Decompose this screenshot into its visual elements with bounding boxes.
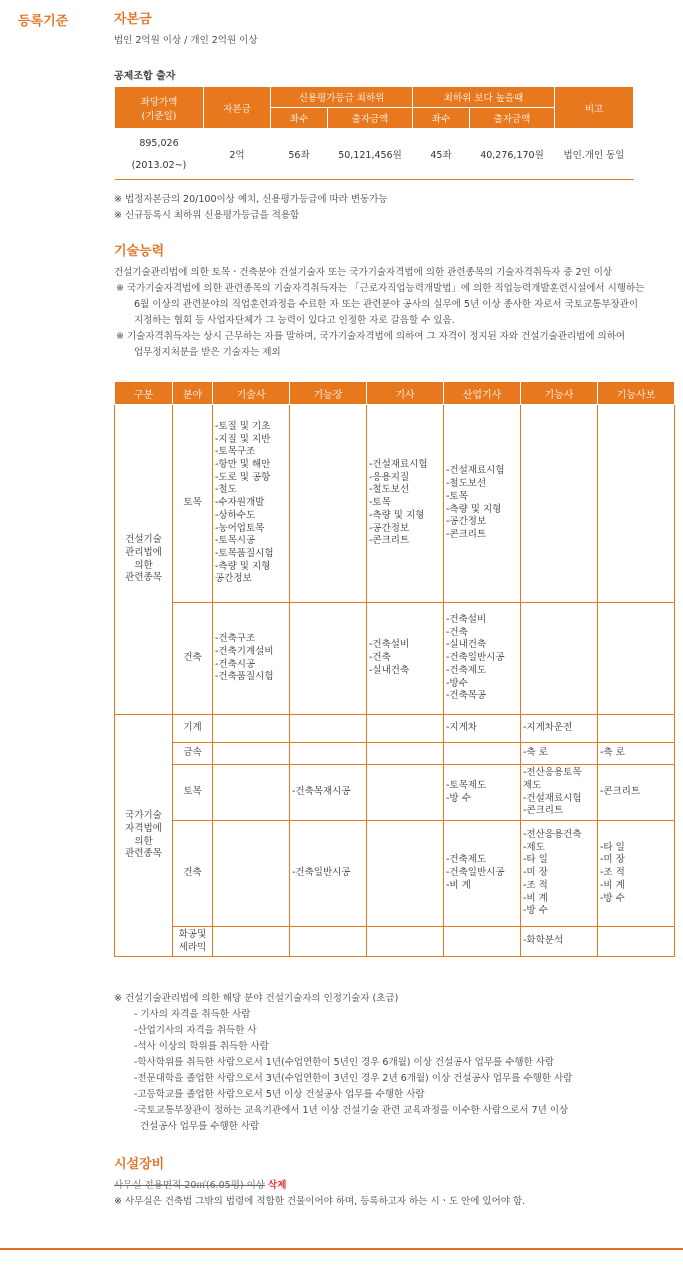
header-field: 분야 (173, 382, 213, 405)
header-craftsman-assistant: 기능사보 (598, 382, 675, 405)
capital-line: 법인 2억원 이상 / 개인 2억원 이상 (114, 35, 258, 46)
table-cell: -축 로 (521, 743, 598, 765)
cert-item: -석사 이상의 학위를 취득한 사람 (134, 1041, 269, 1052)
header-min: 신용평가등급 최하위 (271, 87, 413, 108)
tech-note1-line: 6월 이상의 관련분야의 직업훈련과정을 수료한 자 또는 관련분야 공사의 실무에 5년 이상 종사한 자로서 국토교통부장관이 (134, 299, 639, 310)
cell-field: 건축 (173, 821, 213, 927)
table-row (115, 765, 675, 821)
header-industrial-engineer: 산업기사 (444, 382, 521, 405)
cert-item: -산업기사의 자격을 취득한 사 (134, 1025, 257, 1036)
table-cell: -건축설비 -건축 -실내건축 (367, 603, 444, 715)
cell-field: 화공및 세라믹 (173, 927, 213, 957)
header-note: 비고 (555, 87, 634, 129)
table-cell (367, 765, 444, 821)
table-cell (598, 405, 675, 603)
table-cell: -건설재료시험 -응용지질 -철도보선 -토목 -측량 및 지형 -공간정보 -콘크리트 (367, 405, 444, 603)
cert-title: ※ 건설기술관리법에 의한 해당 분야 건설기술자의 인정기술자 (초급) (114, 993, 399, 1004)
cell-count1: 56좌 (271, 129, 328, 180)
header-capital: 자본금 (204, 87, 271, 129)
table-cell (367, 715, 444, 743)
content (114, 8, 674, 1210)
tech-note1-line: ※ 국가기술자격법에 의한 관련종목의 기술자격취득자는 「근로자직업능력개발법」에 의한 직업능력개발훈련시설에서 시행하는 (116, 283, 645, 294)
table-cell (598, 603, 675, 715)
tech-note1-line: 지정하는 협회 등 사업자단체가 그 능력이 있다고 인정한 자로 갈음할 수 있음. (134, 315, 455, 326)
table-cell: -전산응용토목 제도 -건설재료시험 -콘크리트 (521, 765, 598, 821)
cell-amount2: 40,276,170원 (470, 129, 555, 180)
table-cell (444, 743, 521, 765)
table-cell (367, 821, 444, 927)
table-cell: -콘크리트 (598, 765, 675, 821)
capital-note: ※ 법정자본금의 20/100이상 예치, 신용평가등급에 따라 변동가능 (114, 194, 388, 205)
table-cell (213, 821, 290, 927)
table-cell: -화학분석 (521, 927, 598, 957)
capital-subtitle: 공제조합 출자 (114, 71, 176, 82)
group-national-tech: 국가기술 자격법에 의한 관련종목 (115, 715, 173, 957)
capital-table (114, 86, 634, 180)
table-cell (290, 405, 367, 603)
header-amount1: 출자금액 (328, 108, 413, 129)
table-cell: -축 로 (598, 743, 675, 765)
table-cell (213, 927, 290, 957)
bottom-divider (0, 1248, 683, 1250)
table-cell (213, 743, 290, 765)
cell-field: 건축 (173, 603, 213, 715)
cert-item-continued: 건설공사 업무를 수행한 사람 (140, 1121, 260, 1132)
table-cell (444, 927, 521, 957)
facility-title: 시설장비 (114, 1157, 165, 1172)
table-cell: -지게차 (444, 715, 521, 743)
table-cell (367, 743, 444, 765)
qualification-table (114, 381, 675, 957)
table-cell (290, 743, 367, 765)
table-cell: -건축제도 -건축일반시공 -비 계 (444, 821, 521, 927)
capital-note: ※ 신규등록시 최하위 신용평가등급을 적용함 (114, 210, 300, 221)
tech-note2-line: ※ 기술자격취득자는 상시 근무하는 자를 말하며, 국가기술자격법에 의하여 그 자격이 정지된 자와 건설기술관리법에 의하여 (116, 331, 626, 342)
capital-title: 자본금 (114, 12, 152, 27)
header-count2: 좌수 (413, 108, 470, 129)
cell-price: 895,026 (2013.02~) (115, 129, 204, 180)
header-category: 구분 (115, 382, 173, 405)
tech-intro: 건설기술관리법에 의한 토목ㆍ건축분야 건설기술자 또는 국가기술자격법에 의한 관련종목의 기술자격취득자 중 2인 이상 (114, 267, 613, 278)
table-cell (521, 405, 598, 603)
table-row (115, 821, 675, 927)
cell-count2: 45좌 (413, 129, 470, 180)
table-cell (213, 765, 290, 821)
header-craftsman: 기능사 (521, 382, 598, 405)
table-row (115, 603, 675, 715)
table-cell: -지게차운전 (521, 715, 598, 743)
header-count1: 좌수 (271, 108, 328, 129)
table-cell: -건축설비 -건축 -실내건축 -건축일반시공 -건축제도 -방수 -건축목공 (444, 603, 521, 715)
cell-amount1: 50,121,456원 (328, 129, 413, 180)
cell-field: 금속 (173, 743, 213, 765)
header-master-craftsman: 기능장 (290, 382, 367, 405)
table-cell: -토질 및 기초 -지질 및 지반 -토목구조 -항만 및 해안 -도로 및 공항 -철도 -수자원개발 -상하수도 -농어업토목 -토목시공 -토목품질시험 -측량 및 지형 공간정보 (213, 405, 290, 603)
cert-item: -고등학교를 졸업한 사람으로서 5년 이상 건설공사 업무를 수행한 사람 (134, 1089, 425, 1100)
header-above: 최하위 보다 높을때 (413, 87, 555, 108)
section-label: 등록기준 (18, 14, 69, 29)
table-row (115, 743, 675, 765)
table-cell (290, 927, 367, 957)
cell-field: 토목 (173, 765, 213, 821)
header-engineer: 기사 (367, 382, 444, 405)
header-amount2: 출자금액 (470, 108, 555, 129)
table-cell (367, 927, 444, 957)
group-construction-tech: 건설기술 관리법에 의한 관련종목 (115, 405, 173, 715)
cell-field: 기계 (173, 715, 213, 743)
cert-item: -국토교통부장관이 정하는 교육기관에서 1년 이상 건설기술 관련 교육과정을 이수한 사람으로서 7년 이상 (134, 1105, 569, 1116)
cell-field: 토목 (173, 405, 213, 603)
table-cell (521, 603, 598, 715)
cert-item: -학사학위를 취득한 사람으로서 1년(수업연한이 5년인 경우 6개월) 이상 건설공사 업무를 수행한 사람 (134, 1057, 555, 1068)
table-cell (290, 603, 367, 715)
cert-item: - 기사의 자격을 취득한 사람 (134, 1009, 251, 1020)
table-cell: -전산응용건축 -제도 -타 일 -미 장 -조 적 -비 계 -방 수 (521, 821, 598, 927)
facility-note: ※ 사무실은 건축법 그밖의 법령에 적합한 건물이어야 하며, 등록하고자 하는 시ㆍ도 안에 있어야 함. (114, 1196, 526, 1207)
tech-note2-line: 업무정지처분을 받은 기술자는 제외 (134, 347, 281, 358)
cell-capital: 2억 (204, 129, 271, 180)
table-cell: -건축목재시공 (290, 765, 367, 821)
table-cell (213, 715, 290, 743)
table-row (115, 129, 634, 180)
tech-title: 기술능력 (114, 244, 165, 259)
cert-item: -전문대학을 졸업한 사람으로서 3년(수업연한이 3년인 경우 2년 6개월) 이상 건설공사 업무를 수행한 사람 (134, 1073, 573, 1084)
facility-deleted-label: 삭제 (268, 1180, 287, 1191)
table-row (115, 715, 675, 743)
table-cell: -건축구조 -건축기계설비 -건축시공 -건축품질시험 (213, 603, 290, 715)
facility-struck-text: 사무실 전용면적 20㎡(6.05평) 이상 (114, 1180, 265, 1191)
table-cell: -건설재료시험 -철도보선 -토목 -측량 및 지형 -공간정보 -콘크리트 (444, 405, 521, 603)
table-cell: -타 일 -미 장 -조 적 -비 계 -방 수 (598, 821, 675, 927)
header-professional-engineer: 기술사 (213, 382, 290, 405)
table-cell: -토목제도 -방 수 (444, 765, 521, 821)
table-row (115, 927, 675, 957)
table-row (115, 405, 675, 603)
table-cell (598, 927, 675, 957)
table-cell (598, 715, 675, 743)
header-price: 좌당가액 (기준일) (115, 87, 204, 129)
cell-note: 법인.개인 동일 (555, 129, 634, 180)
table-cell: -건축일반시공 (290, 821, 367, 927)
table-cell (290, 715, 367, 743)
